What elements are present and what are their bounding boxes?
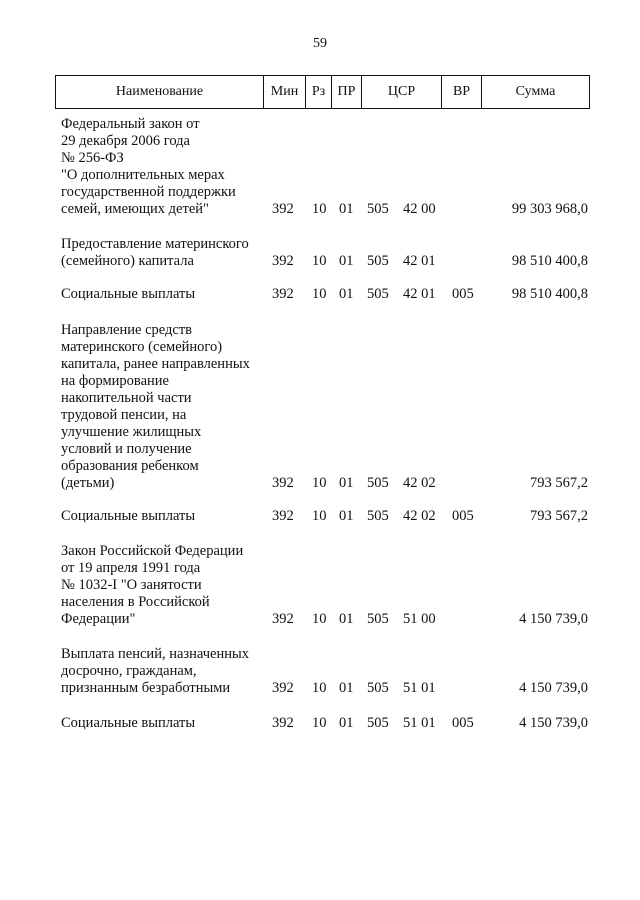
cell-rz: 10 xyxy=(312,475,327,491)
table-header xyxy=(55,75,590,109)
cell-csr-program: 505 xyxy=(367,715,389,731)
row-name-line: Предоставление материнского xyxy=(61,236,249,252)
cell-pr: 01 xyxy=(339,611,354,627)
row-name-line: Выплата пенсий, назначенных xyxy=(61,646,249,662)
row-name-line: материнского (семейного) xyxy=(61,339,223,355)
row-name-line: № 1032-I "О занятости xyxy=(61,577,202,593)
header-min: Мин xyxy=(264,76,306,108)
row-name-line: 29 декабря 2006 года xyxy=(61,133,190,149)
table-row xyxy=(0,286,640,303)
cell-pr: 01 xyxy=(339,715,354,731)
header-pr: ПР xyxy=(332,76,362,108)
row-name-line: государственной поддержки xyxy=(61,184,236,200)
cell-pr: 01 xyxy=(339,680,354,696)
cell-pr: 01 xyxy=(339,201,354,217)
row-name-line: Федерации" xyxy=(61,611,136,627)
row-name-line: от 19 апреля 1991 года xyxy=(61,560,201,576)
header-rz: Рз xyxy=(306,76,332,108)
cell-rz: 10 xyxy=(312,201,327,217)
header-name: Наименование xyxy=(56,76,264,108)
cell-pr: 01 xyxy=(339,508,354,524)
row-name-line: Социальные выплаты xyxy=(61,508,196,524)
row-name-line: условий и получение xyxy=(61,441,192,457)
row-name-line: признанным безработными xyxy=(61,680,231,696)
row-name-line: Федеральный закон от xyxy=(61,116,200,132)
cell-min: 392 xyxy=(272,253,294,269)
table-row xyxy=(0,646,640,697)
page-number: 59 xyxy=(313,36,327,51)
row-name xyxy=(61,116,266,218)
row-name-line: улучшение жилищных xyxy=(61,424,202,440)
header-csr: ЦСР xyxy=(362,76,442,108)
row-name xyxy=(61,646,266,697)
cell-sum: 793 567,2 xyxy=(530,508,588,524)
cell-csr-program: 505 xyxy=(367,611,389,627)
cell-csr-program: 505 xyxy=(367,201,389,217)
header-sum: Сумма xyxy=(515,84,556,99)
cell-vr: 005 xyxy=(452,715,474,731)
cell-csr-code: 51 01 xyxy=(403,680,436,696)
table-row xyxy=(0,116,640,218)
row-name-line: трудовой пенсии, на xyxy=(61,407,187,423)
cell-vr: 005 xyxy=(452,286,474,302)
cell-min: 392 xyxy=(272,715,294,731)
cell-pr: 01 xyxy=(339,253,354,269)
table-row xyxy=(0,322,640,492)
row-name-line: (семейного) капитала xyxy=(61,253,194,269)
row-name-line: Социальные выплаты xyxy=(61,715,196,731)
cell-sum: 4 150 739,0 xyxy=(519,680,588,696)
row-name-line: на формирование xyxy=(61,373,169,389)
cell-sum: 4 150 739,0 xyxy=(519,611,588,627)
cell-min: 392 xyxy=(272,201,294,217)
cell-sum: 99 303 968,0 xyxy=(511,201,588,217)
row-name-line: Социальные выплаты xyxy=(61,286,196,302)
cell-min: 392 xyxy=(272,286,294,302)
cell-csr-program: 505 xyxy=(367,508,389,524)
table-row xyxy=(0,236,640,270)
row-name-line: населения в Российской xyxy=(61,594,210,610)
cell-min: 392 xyxy=(272,508,294,524)
cell-csr-program: 505 xyxy=(367,253,389,269)
row-name-line: "О дополнительных мерах xyxy=(61,167,225,183)
row-name xyxy=(61,543,266,628)
cell-rz: 10 xyxy=(312,286,327,302)
row-name-line: № 256-ФЗ xyxy=(61,150,124,166)
cell-sum: 98 510 400,8 xyxy=(511,253,588,269)
cell-csr-program: 505 xyxy=(367,475,389,491)
row-name-line: образования ребенком xyxy=(61,458,199,474)
cell-csr-code: 42 02 xyxy=(403,475,436,491)
cell-sum: 4 150 739,0 xyxy=(519,715,588,731)
cell-sum: 98 510 400,8 xyxy=(511,286,588,302)
cell-pr: 01 xyxy=(339,286,354,302)
row-name-line: Закон Российской Федерации xyxy=(61,543,244,559)
cell-csr-code: 42 01 xyxy=(403,253,436,269)
cell-rz: 10 xyxy=(312,680,327,696)
row-name xyxy=(61,508,266,525)
table-row xyxy=(0,508,640,525)
cell-csr-code: 42 02 xyxy=(403,508,436,524)
row-name xyxy=(61,322,266,492)
cell-rz: 10 xyxy=(312,253,327,269)
cell-rz: 10 xyxy=(312,611,327,627)
row-name-line: досрочно, гражданам, xyxy=(61,663,197,679)
header-vr: ВР xyxy=(442,76,482,108)
row-name-line: накопительной части xyxy=(61,390,192,406)
cell-sum: 793 567,2 xyxy=(530,475,588,491)
row-name xyxy=(61,286,266,303)
cell-min: 392 xyxy=(272,475,294,491)
row-name-line: (детьми) xyxy=(61,475,115,491)
cell-pr: 01 xyxy=(339,475,354,491)
cell-csr-program: 505 xyxy=(367,680,389,696)
cell-csr-code: 51 00 xyxy=(403,611,436,627)
row-name-line: Направление средств xyxy=(61,322,192,338)
cell-rz: 10 xyxy=(312,508,327,524)
cell-csr-code: 42 01 xyxy=(403,286,436,302)
row-name-line: семей, имеющих детей" xyxy=(61,201,209,217)
cell-csr-code: 51 01 xyxy=(403,715,436,731)
table-row xyxy=(0,715,640,732)
table-row xyxy=(0,543,640,628)
row-name xyxy=(61,236,266,270)
row-name-line: капитала, ранее направленных xyxy=(61,356,250,372)
cell-csr-program: 505 xyxy=(367,286,389,302)
cell-vr: 005 xyxy=(452,508,474,524)
row-name xyxy=(61,715,266,732)
cell-rz: 10 xyxy=(312,715,327,731)
cell-min: 392 xyxy=(272,611,294,627)
cell-csr-code: 42 00 xyxy=(403,201,436,217)
cell-min: 392 xyxy=(272,680,294,696)
